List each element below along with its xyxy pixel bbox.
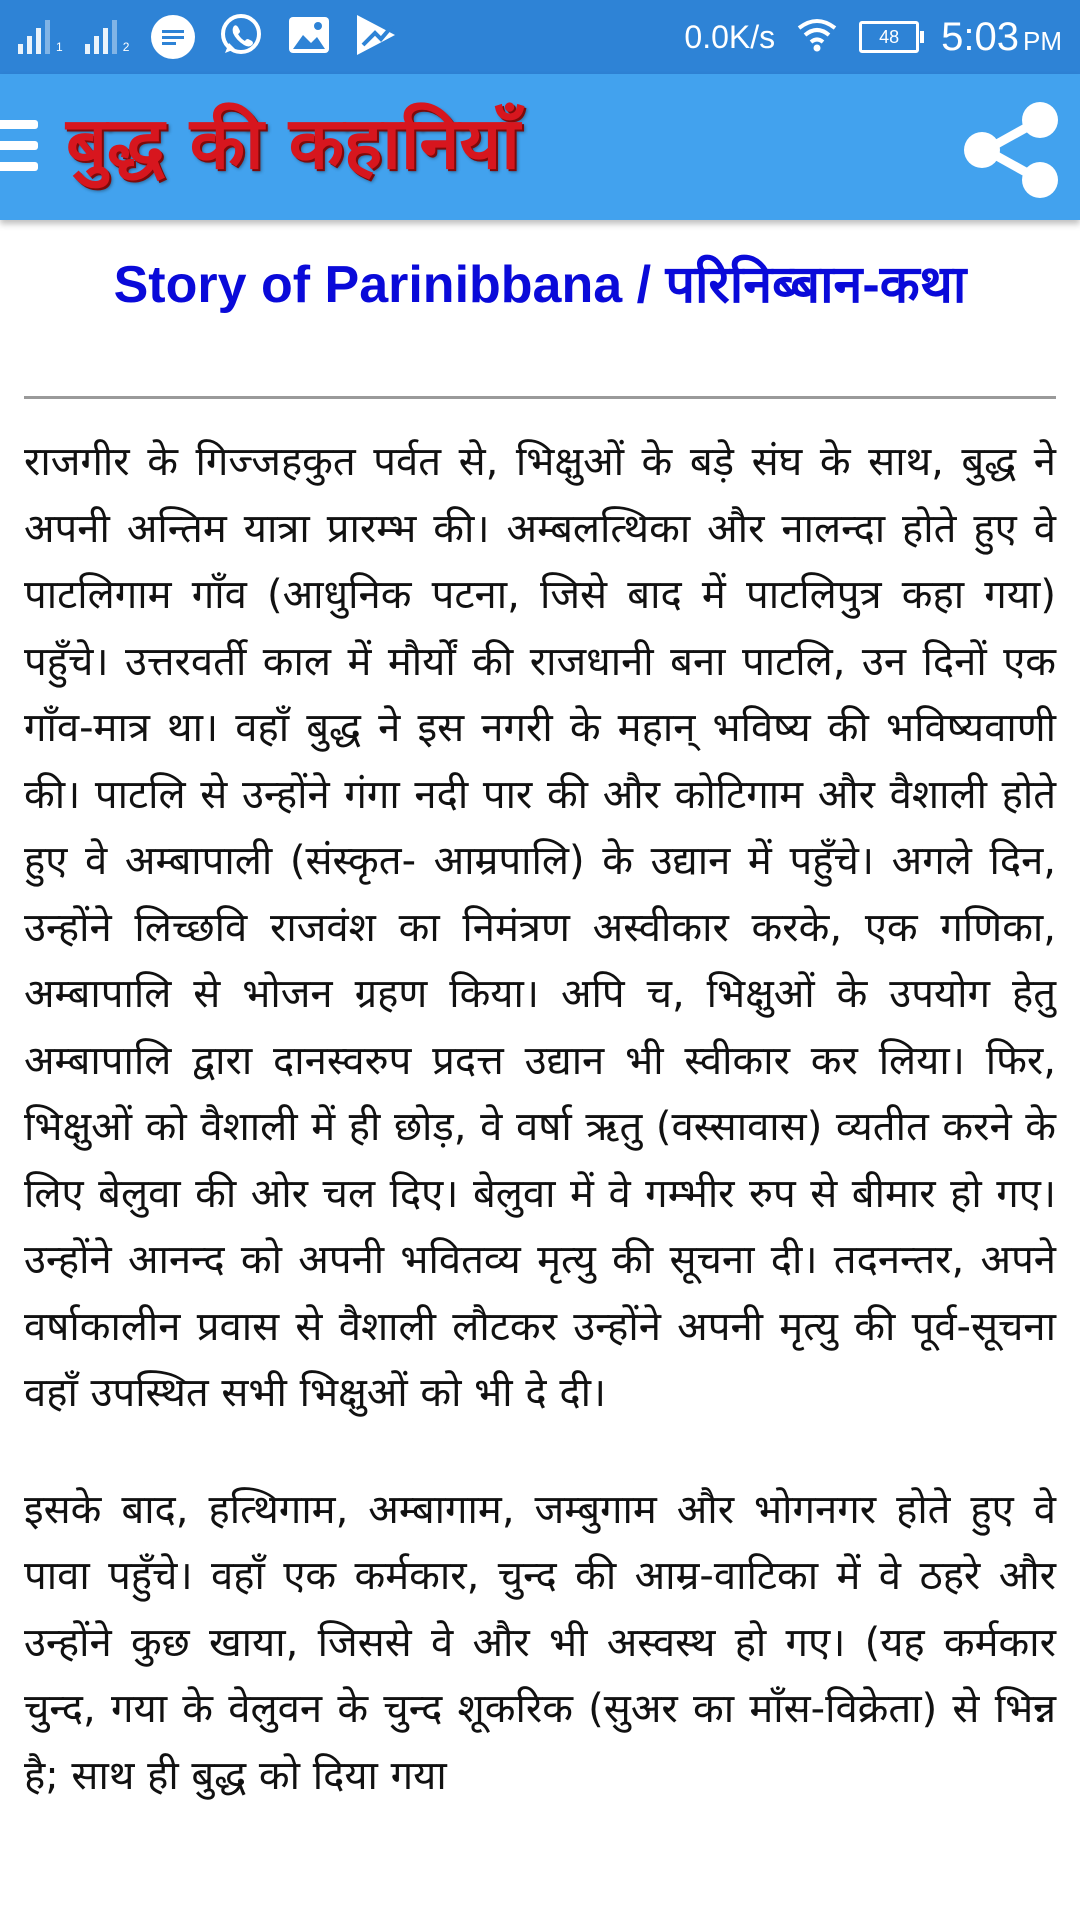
message-icon	[151, 15, 195, 59]
share-icon[interactable]	[956, 94, 1066, 204]
wifi-icon	[797, 18, 837, 56]
gallery-icon	[287, 15, 331, 59]
story-title: Story of Parinibbana / परिनिब्बान-कथा	[113, 256, 967, 314]
battery-icon	[859, 21, 919, 53]
status-bar	[0, 0, 1080, 74]
divider	[24, 396, 1056, 399]
play-store-icon	[353, 13, 399, 61]
story-paragraph-1: राजगीर के गिज्जहकुत पर्वत से, भिक्षुओं के बड़े संघ के साथ, बुद्ध ने अपनी अन्तिम यात्रा प्रारम्भ की। अम्बलत्थिका और नालन्दा होते हुए वे पाटलिगाम गाँव (आधुनिक पटना, जिसे बाद में पाटलिपुत्र कहा गया) पहुँचे। उत्तरवर्ती काल में मौर्यों की राजधानी बना पाटलि, उन दिनों एक गाँव-मात्र था। वहाँ बुद्ध ने इस नगरी के महान् भविष्य की भविष्यवाणी की। पाटलि से उन्होंने गंगा नदी पार की और कोटिगाम और वैशाली होते हुए वे अम्बापाली (संस्कृत- आम्रपालि) के उद्यान में पहुँचे। अगले दिन, उन्होंने लिच्छवि राजवंश का निमंत्रण अस्वीकार करके, एक गणिका, अम्बापालि से भोजन ग्रहण किया। अपि च, भिक्षुओं के उपयोग हेतु अम्बापालि द्वारा दानस्वरुप प्रदत्त उद्यान भी स्वीकार कर लिया। फिर, भिक्षुओं को वैशाली में ही छोड़, वे वर्षा ऋतु (वस्सावास) व्यतीत करने के लिए बेलुवा की ओर चल दिए। बेलुवा में वे गम्भीर रुप से बीमार हो गए। उन्होंने आनन्द को अपनी भवितव्य मृत्यु की सूचना दी। तदनन्तर, अपने वर्षाकालीन प्रवास से वैशाली लौटकर उन्होंने अपनी मृत्यु की पूर्व-सूचना वहाँ उपस्थित सभी भिक्षुओं को भी दे दी।	[24, 439, 1056, 1416]
signal-sim1-icon: 1	[18, 20, 63, 54]
app-title: बुद्ध की कहानियाँ	[66, 100, 520, 185]
app-bar	[0, 74, 1080, 220]
story-content	[0, 220, 1080, 1809]
whatsapp-icon	[217, 11, 265, 63]
network-speed: 0.0K/s	[684, 18, 776, 55]
story-paragraph-2: इसके बाद, हत्थिगाम, अम्बागाम, जम्बुगाम और भोगनगर होते हुए वे पावा पहुँचे। वहाँ एक कर्मकार, चुन्द की आम्र-वाटिका में वे ठहरे और उन्होंने कुछ खाया, जिससे वे और भी अस्वस्थ हो गए। (यह कर्मकार चुन्द, गया के वेलुवन के चुन्द शूकरिक (सुअर का माँस-विक्रेता) से भिन्न है; साथ ही बुद्ध को दिया गया	[24, 1486, 1056, 1799]
battery-level: 48	[879, 26, 900, 47]
menu-icon[interactable]	[0, 120, 38, 176]
signal-sim2-icon: 2	[85, 20, 130, 54]
clock: 5:03 PM	[941, 14, 1062, 59]
